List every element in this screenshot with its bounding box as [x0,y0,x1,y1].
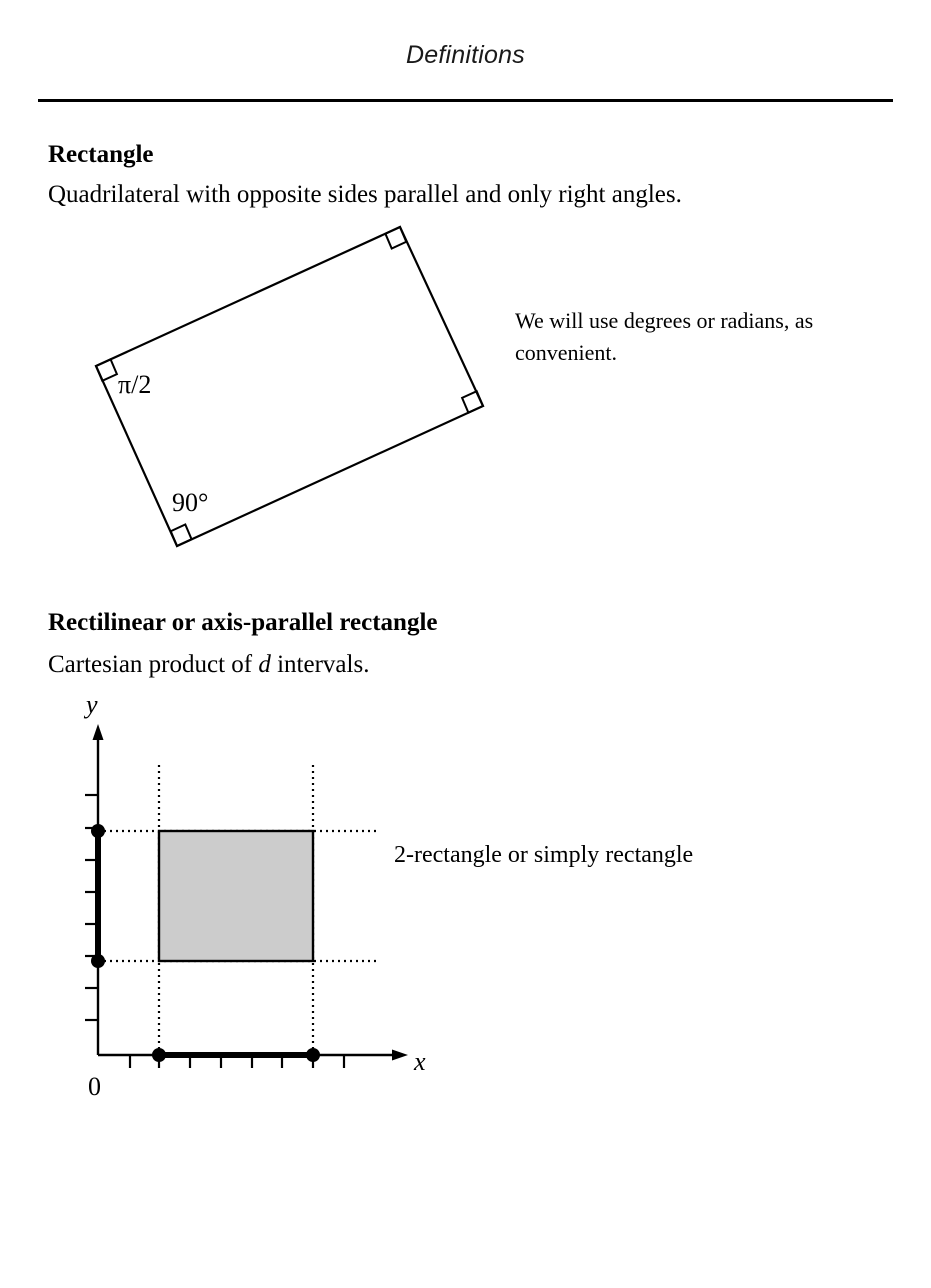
angle-label-90-degrees: 90° [172,488,209,517]
x-axis-arrowhead [392,1050,408,1061]
description-variable-d: d [258,651,271,678]
title-divider [38,99,893,102]
page-title: Definitions [406,41,525,69]
y-interval-endpoint-start [91,954,105,968]
rectangle-annotation-note: 2-rectangle or simply rectangle [394,842,694,868]
units-note: We will use degrees or radians, as convenient. [515,308,814,365]
origin-label: 0 [88,1072,101,1101]
description-prefix: Cartesian product of [48,651,259,678]
section-description-rectilinear [48,649,369,680]
y-interval-endpoint-end [91,824,105,838]
right-angle-mark-top [385,227,406,249]
section-heading-rectangle: Rectangle [48,141,154,168]
right-angle-mark-left [96,359,117,381]
right-angle-mark-bottom [171,525,192,547]
cartesian-rectangle-figure [60,680,440,1080]
section-heading-rectilinear: Rectilinear or axis-parallel rectangle [48,609,438,636]
x-axis-label: x [414,1047,426,1076]
rectangle-outline [96,227,483,546]
x-interval-endpoint-start [152,1048,166,1062]
angle-label-pi-half: π/2 [118,370,152,399]
y-axis-label: y [86,690,98,719]
shaded-rectangle [159,831,313,961]
right-angle-mark-right [462,391,483,413]
description-suffix: intervals. [270,651,370,678]
y-axis-arrowhead [93,724,104,740]
section-description-rectangle: Quadrilateral with opposite sides parallel and only right angles. [48,181,682,208]
x-interval-endpoint-end [306,1048,320,1062]
